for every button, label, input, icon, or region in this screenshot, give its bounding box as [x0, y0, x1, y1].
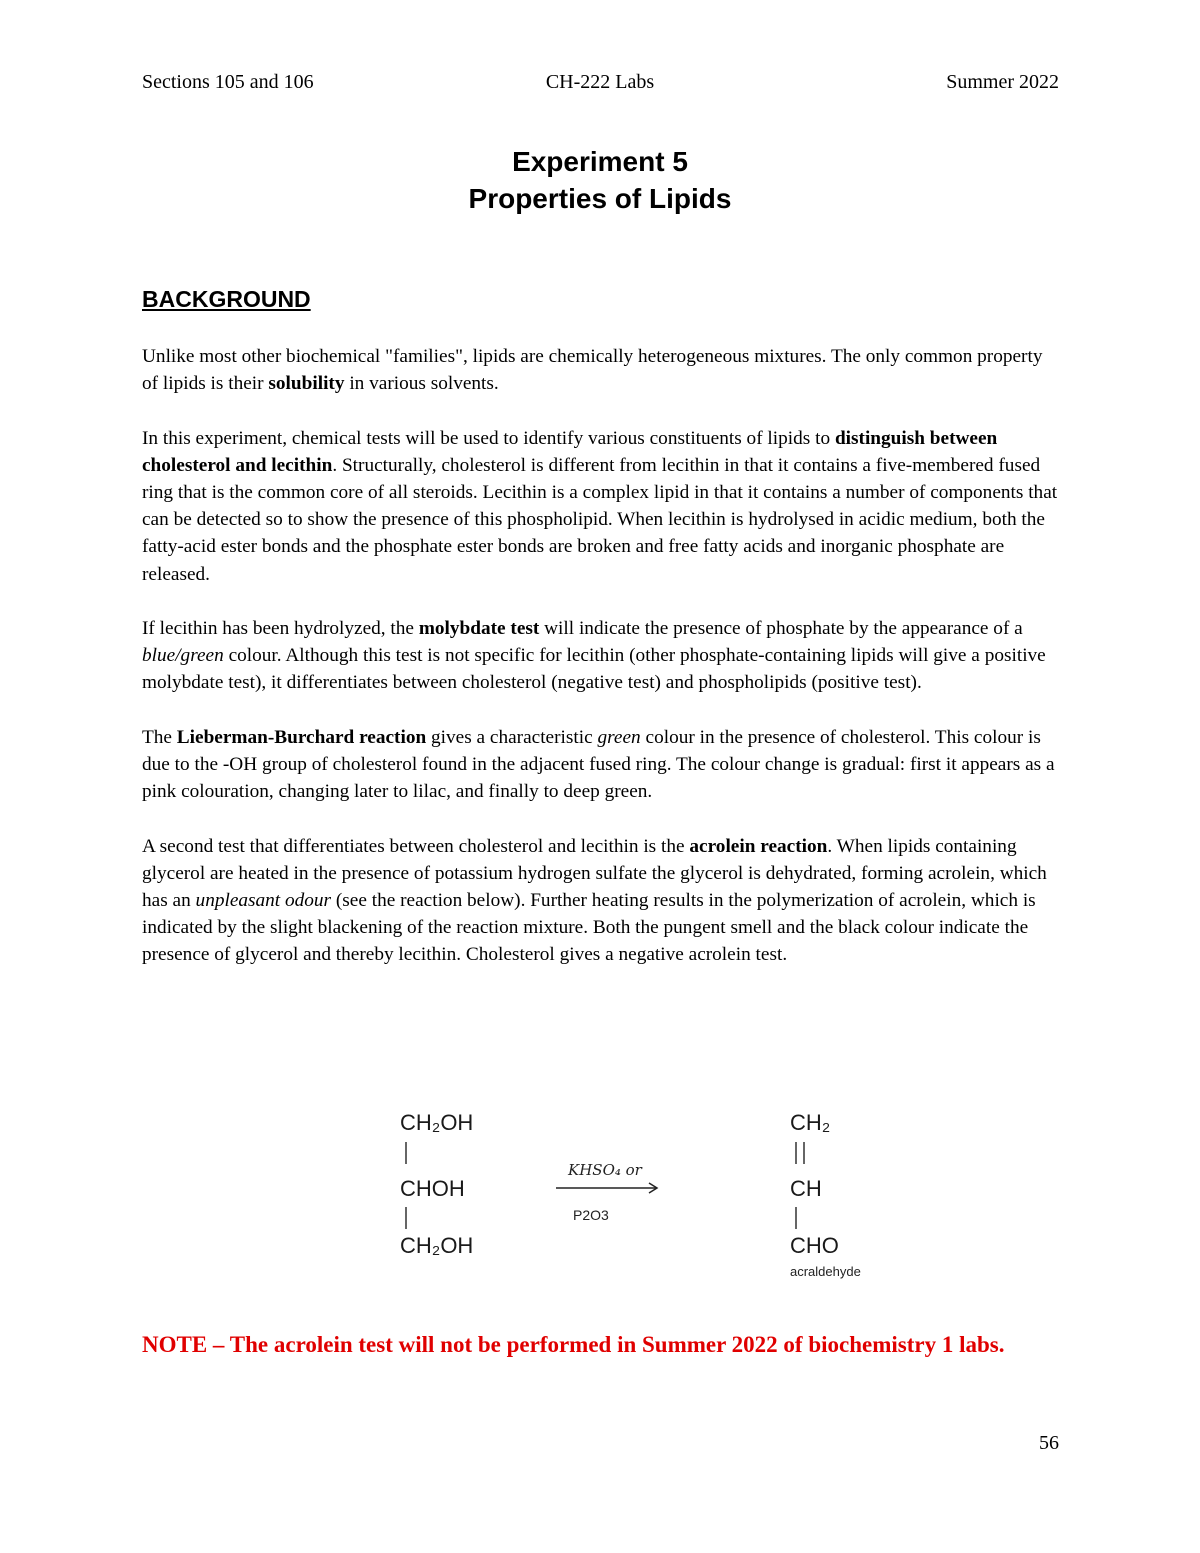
product-ch: CH [790, 1176, 822, 1201]
title-line-1: Experiment 5 [512, 146, 688, 177]
header-term-label: Summer 2022 [946, 71, 1059, 93]
paragraph-2: In this experiment, chemical tests will be used to identify various constituents of lipids to distinguish between cholesterol and lecithin. Structurally, cholesterol is different from lecithin in that it contains a five-membered fused ring that is the common core of all steroids. Lecithin is a complex lipid in that it contains a number of components that can be detected so to show the presence of this phospholipid. When lecithin is hydrolysed in acidic medium, both the fatty-acid ester bonds and the phosphate ester bonds are broken and free fatty acids and inorganic phosphate are released. [142, 427, 1058, 585]
reagent-khso4: KHSO₄ or [568, 1161, 642, 1179]
product-name: acraldehyde [790, 1264, 861, 1279]
paragraph-5: A second test that differentiates between cholesterol and lecithin is the acrolein reaction. When lipids containing glycerol are heated in the presence of potassium hydrogen sulfate the glycerol is dehydrated, forming acrolein, which has an unpleasant odour (see the reaction below). Further heating results in the polymerization of acrolein, which is indicated by the slight blackening of the reaction mixture. Both the pungent smell and the black colour indicate the presence of glycerol and thereby lecithin. Cholesterol gives a negative acrolein test. [142, 835, 1047, 966]
note-warning: NOTE – The acrolein test will not be performed in Summer 2022 of biochemistry 1 labs. [142, 1332, 1005, 1357]
product-bond [795, 1207, 797, 1229]
reaction-arrow [556, 1181, 662, 1195]
reactant-ch2oh-bottom: CH₂OH [400, 1233, 474, 1258]
product-double-bond-a [795, 1142, 797, 1164]
page-title [0, 143, 1200, 217]
header-section-label: Sections 105 and 106 [142, 71, 314, 93]
reactant-ch2oh-top: CH₂OH [400, 1110, 474, 1135]
page-number: 56 [1039, 1432, 1059, 1454]
product-cho: CHO [790, 1233, 839, 1258]
reagent-p2o3: P2O3 [573, 1207, 609, 1223]
reactant-bond-1 [405, 1142, 407, 1164]
header-course-label: CH-222 Labs [545, 71, 655, 93]
section-heading: BACKGROUND [142, 286, 311, 312]
product-double-bond-b [803, 1142, 805, 1164]
paragraph-3: If lecithin has been hydrolyzed, the molybdate test will indicate the presence of phosphate by the appearance of a blue/green colour. Although this test is not specific for lecithin (other phosphate-containing lipids will give a positive molybdate test), it differentiates between cholesterol (negative test) and phospholipids (positive test). [142, 618, 1046, 694]
reactant-chohl: CHOH [400, 1176, 465, 1201]
paragraph-1: Unlike most other biochemical "families", lipids are chemically heterogeneous mixtures. The only common property of lipids is their solubility in various solvents. [142, 346, 1043, 395]
title-line-2: Properties of Lipids [468, 183, 732, 214]
body-text [142, 343, 1062, 996]
paragraph-4: The Lieberman-Burchard reaction gives a characteristic green colour in the presence of cholesterol. This colour is due to the -OH group of cholesterol found in the adjacent fused ring. The colour change is gradual: first it appears as a pink colouration, changing later to lilac, and finally to deep green. [142, 726, 1055, 803]
reactant-bond-2 [405, 1207, 407, 1229]
product-ch2: CH₂ [790, 1110, 831, 1135]
